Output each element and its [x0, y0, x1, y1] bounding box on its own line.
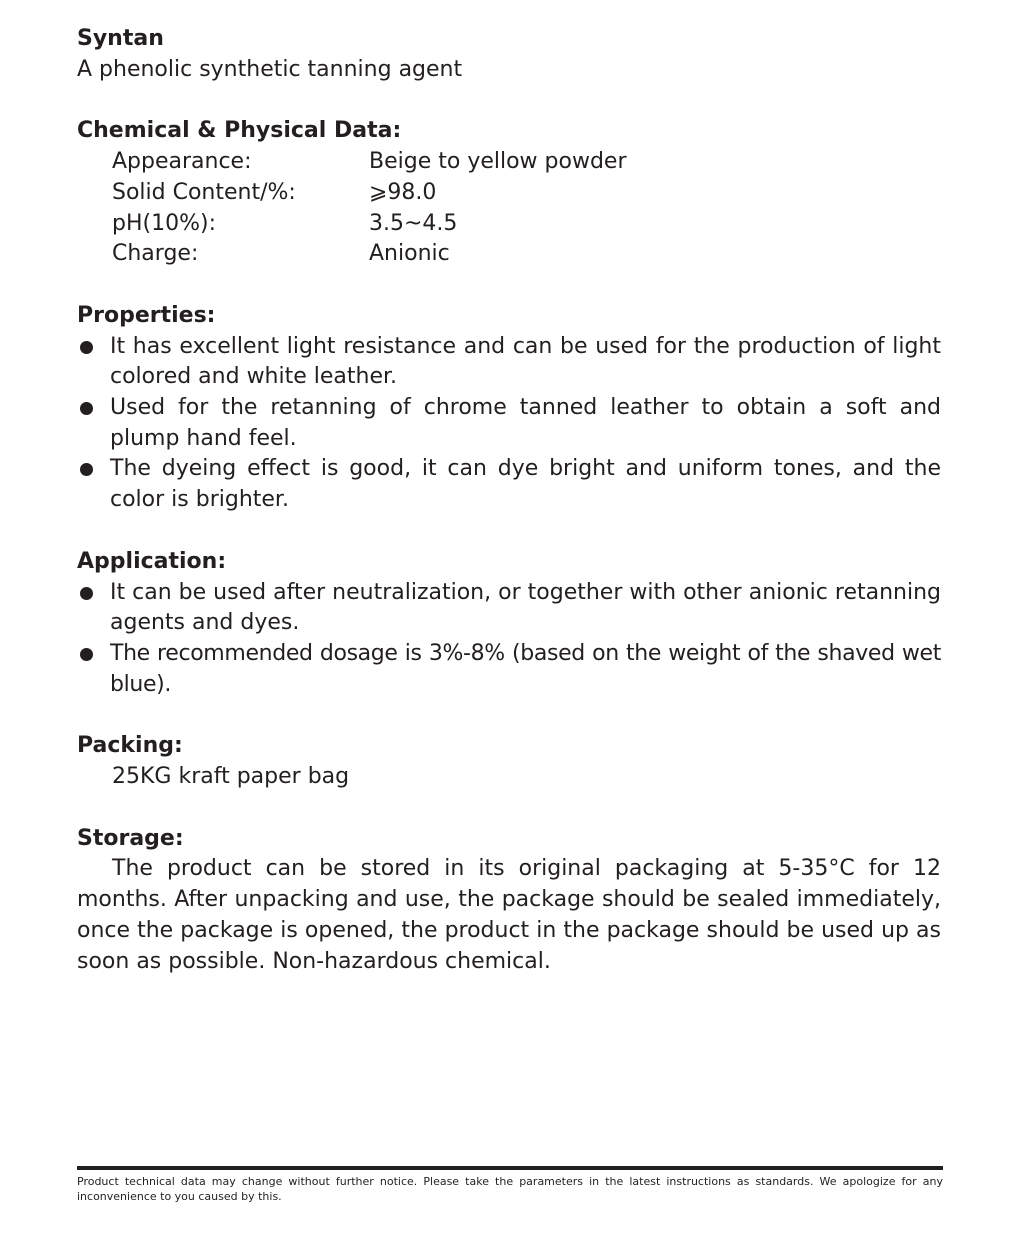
spec-value: Beige to yellow powder: [369, 149, 627, 175]
bullet-icon: [80, 341, 93, 354]
packing-text: 25KG kraft paper bag: [112, 764, 350, 790]
application-item: [77, 578, 941, 639]
spec-value: Anionic: [369, 241, 450, 267]
bullet-icon: [80, 587, 93, 600]
properties-item: [77, 454, 941, 515]
properties-item-text: Used for the retanning of chrome tanned leather to obtain a soft and plump hand feel.: [110, 395, 941, 451]
bullet-icon: [80, 402, 93, 415]
application-item-text: It can be used after neutralization, or together with other anionic retanning agents and dyes.: [110, 579, 941, 636]
bullet-icon: [80, 648, 93, 661]
spec-label: pH(10%):: [112, 210, 216, 236]
storage-heading: Storage:: [77, 825, 184, 851]
spec-label: Charge:: [112, 241, 199, 267]
chemical-data-heading: Chemical & Physical Data:: [77, 118, 402, 144]
properties-item-text: It has excellent light resistance and can be used for the production of light colored and white leather.: [110, 333, 941, 390]
application-heading: Application:: [77, 548, 227, 574]
spec-row-appearance: [77, 147, 941, 178]
document-body: [77, 24, 941, 977]
footer-disclaimer: Product technical data may change without further notice. Please take the parameters in the latest instructions as standards. We apologize for any inconvenience to you caused by this.: [77, 1175, 943, 1203]
product-name: Syntan: [77, 26, 164, 51]
application-item-text: The recommended dosage is 3%-8% (based on the weight of the shaved wet blue).: [110, 640, 941, 697]
spec-row-ph: [77, 209, 941, 240]
spec-value: 3.5~4.5: [369, 210, 458, 236]
bullet-icon: [80, 463, 93, 476]
properties-item-text: The dyeing effect is good, it can dye bright and uniform tones, and the color is brighter.: [110, 456, 941, 513]
properties-item: [77, 332, 941, 393]
spec-label: Solid Content/%:: [112, 179, 296, 205]
properties-item: [77, 393, 941, 454]
spec-row-solid-content: [77, 178, 941, 209]
storage-text: The product can be stored in its original packaging at 5-35°C for 12 months. After unpacking and use, the package should be sealed immediately, once the package is opened, the product in the package should be used up as soon as possible. Non-hazardous chemical.: [77, 856, 941, 974]
product-description: A phenolic synthetic tanning agent: [77, 56, 463, 82]
spec-value: ⩾98.0: [369, 179, 437, 205]
footer-divider: [77, 1166, 943, 1170]
application-item: [77, 639, 941, 700]
packing-heading: Packing:: [77, 733, 183, 759]
spec-label: Appearance:: [112, 149, 252, 175]
spec-row-charge: [77, 239, 941, 270]
properties-heading: Properties:: [77, 302, 216, 328]
